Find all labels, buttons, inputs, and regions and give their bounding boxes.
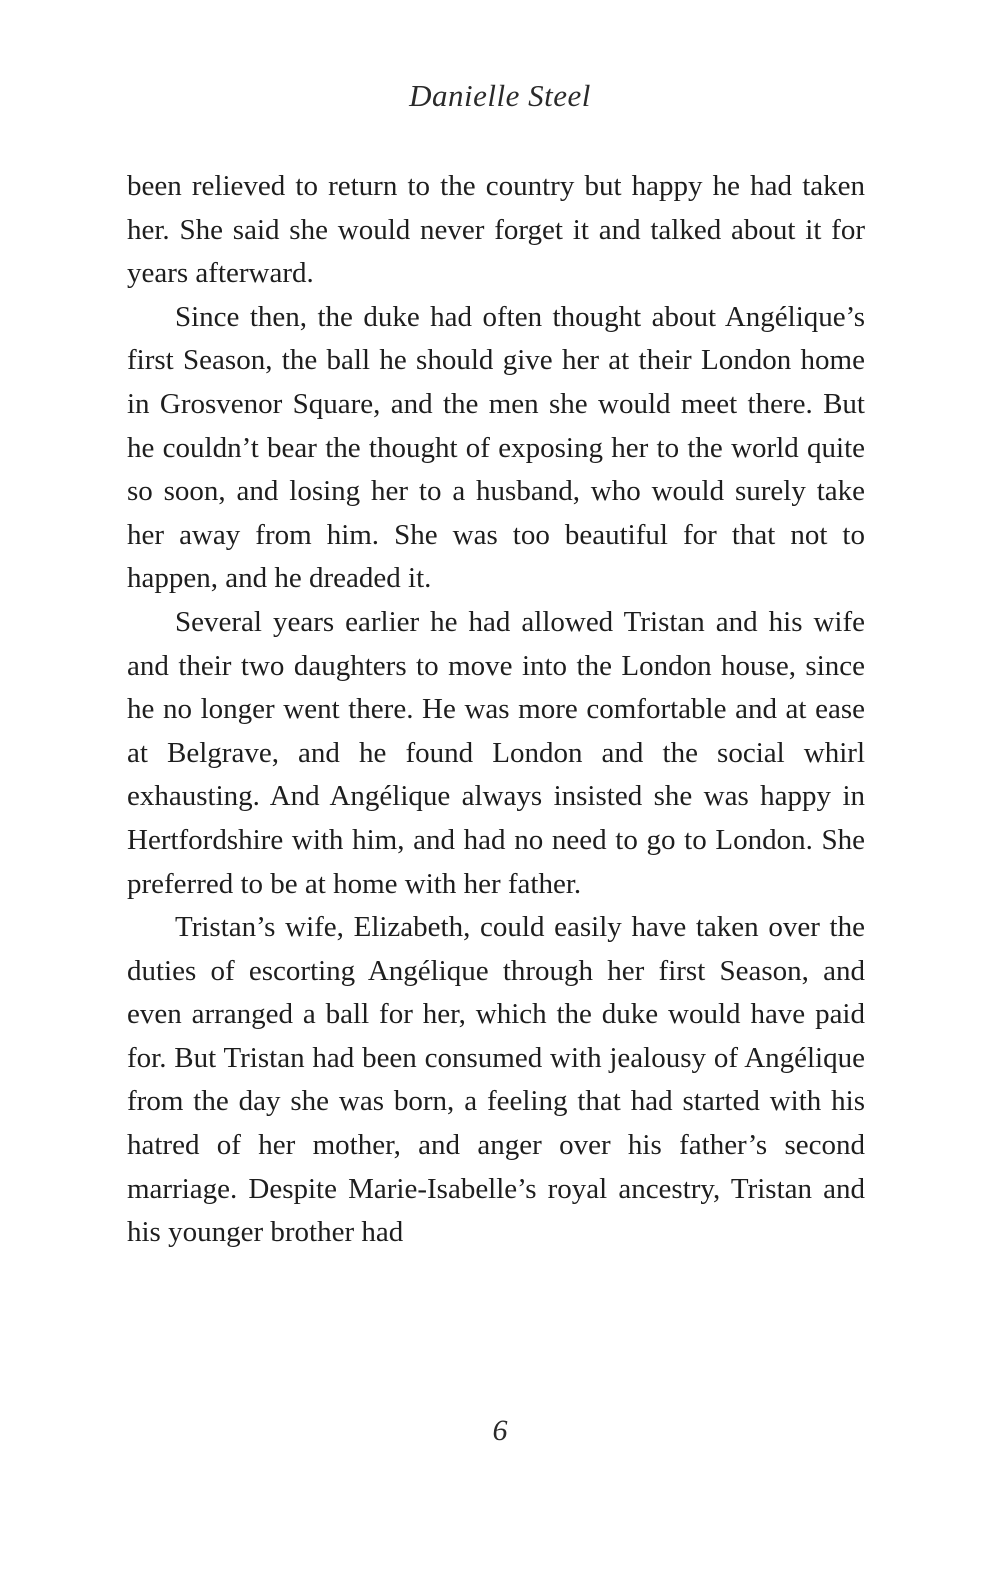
paragraph-4: Tristan’s wife, Elizabeth, could easily have taken over the duties of escorting Angélique through her first Season, and even arranged a ball for her, which the duke would have paid for. But Tristan had been consumed with jealousy of Angélique from the day she was born, a feeling that had started with his hatred of her mother, and anger over his father’s second marriage. Despite Marie-Isabelle’s royal ancestry, Tristan and his younger brother had [127, 911, 865, 1249]
paragraph-1: been relieved to return to the country but happy he had taken her. She said she would never forget it and talked about it for years afterward. [127, 170, 865, 290]
running-head: Danielle Steel [409, 78, 591, 113]
paragraph-2: Since then, the duke had often thought about Angélique’s first Season, the ball he should give her at their London home in Grosvenor Square, and the men she would meet there. But he couldn’t bear the thought of exposing her to the world quite so soon, and losing her to a husband, who would surely take her away from him. She was too beautiful for that not to happen, and he dreaded it. [127, 300, 865, 595]
paragraph-3: Several years earlier he had allowed Tristan and his wife and their two daughters to move into the London house, since he no longer went there. He was more comfortable and at ease at Belgrave, and he found London and the social whirl exhausting. And Angélique always insisted she was happy in Hertfordshire with him, and had no need to go to London. She preferred to be at home with her father. [127, 605, 865, 900]
page-number: 6 [492, 1414, 508, 1447]
body-text [127, 165, 865, 1255]
